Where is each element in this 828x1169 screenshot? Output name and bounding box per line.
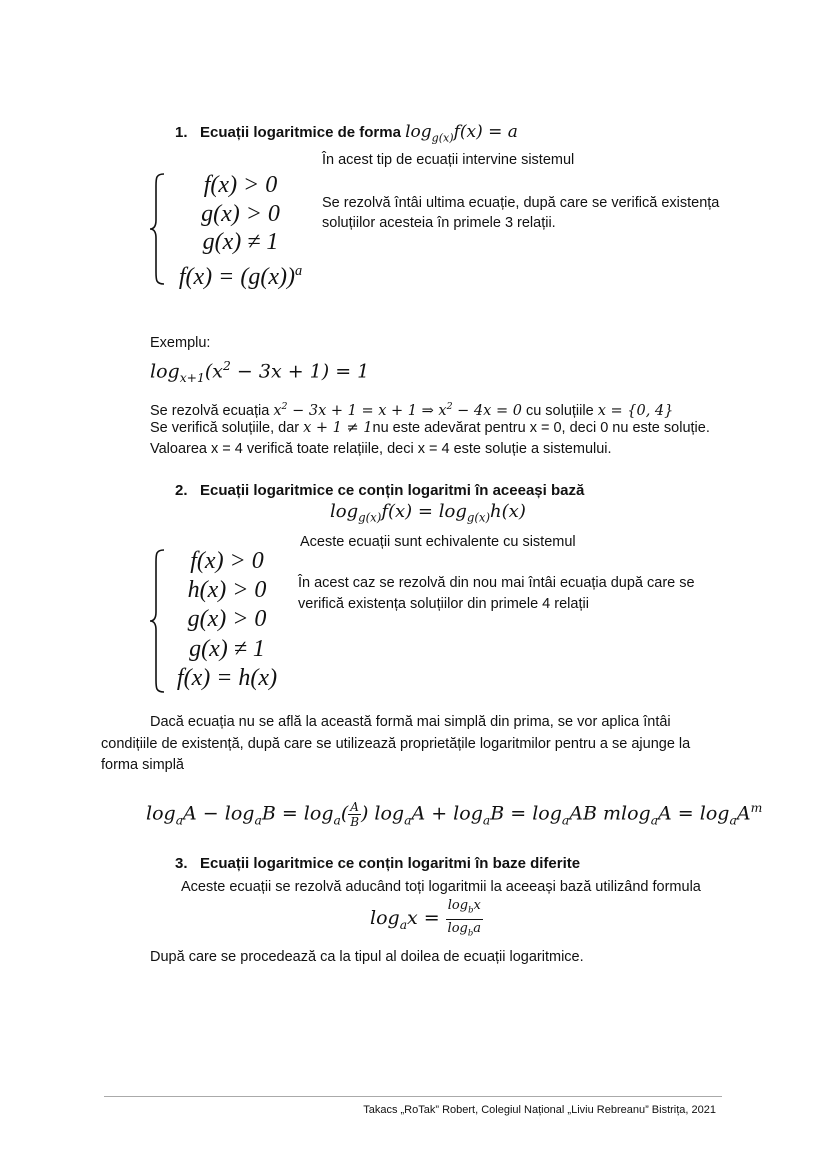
m: − 3x + 1 = x + 1 ⇒ x [287,402,447,419]
system-line: f(x) = h(x) [176,664,278,691]
system-eq: f(x) = (g(x)) [178,263,295,290]
text: Se rezolvă ecuația [150,402,274,419]
section-number: 2. [175,482,188,499]
math-log: log [453,802,483,825]
m: B = [261,802,304,825]
m: A + [411,802,454,825]
math-log: log [146,802,176,825]
math-base: g(x) [466,510,491,525]
system-line: g(x) > 0 [187,606,267,633]
footer-text: Takacs „RoTak” Robert, Colegiul Național „Liviu Rebreanu” Bistrița, 2021 [363,1104,716,1116]
example-line2 [150,419,710,437]
math-base: a [254,813,262,828]
math-log: log [374,802,405,825]
section1-system [168,171,313,291]
math-part: − 3x + 1) = 1 [230,360,370,383]
m: A = [658,802,700,825]
m: ) [360,802,375,825]
heading-text: Ecuații logaritmice ce conțin logaritmi în aceeași bază [200,482,585,499]
math-base: a [729,813,737,828]
math-base: b [468,904,474,915]
math-log: log [699,802,730,825]
section3-heading [175,855,580,872]
section3-intro: Aceste ecuații se rezolvă aducând toți logaritmii la aceeași bază utilizând formula [181,879,701,895]
heading-math [405,122,518,145]
math-base: x+1 [179,371,205,386]
math-base: a [650,813,659,828]
math: x = {0, 4} [597,402,674,419]
math-log: log [330,501,359,522]
explain-line: În acest caz se rezolvă din nou mai întâi ecuația după care se [298,575,695,591]
system-exp: a [294,262,303,279]
math: x + 1 ≠ 1 [303,420,373,436]
m: − 4x = 0 [452,402,522,419]
paragraph-line: condițiile de existență, după care se utilizează proprietățile logaritmilor pentru a se ajunge la [101,736,691,752]
math-base: a [482,813,491,828]
m: ( [340,802,349,825]
math-arg: f(x) = [381,501,439,522]
system-line: g(x) > 0 [201,200,280,227]
system-line [168,257,313,292]
math-rest: f(x) = a [453,122,518,142]
math-log: log [621,802,651,825]
m: A − [183,802,225,825]
explain-line: soluțiilor acesteia în primele 3 relații. [322,215,556,231]
heading-text: Ecuații logaritmice ce conțin logaritmi în baze diferite [200,855,581,872]
math-base: a [333,813,341,828]
paragraph-line: forma simplă [101,757,184,773]
math-base: b [467,927,474,938]
explain-line: Se rezolvă întâi ultima ecuație, după care se verifică existența [322,195,720,211]
section2-formula [330,501,526,525]
text: nu este adevărat pentru x = 0, deci 0 nu este soluție. [372,420,710,436]
system-line: g(x) ≠ 1 [202,229,279,255]
fraction [446,897,483,941]
m: a [473,920,482,936]
heading-text: Ecuații logaritmice de forma [200,124,401,141]
m: m [602,802,621,825]
section3-after: După care se procedează ca la tipul al doilea de ecuații logaritmice. [150,949,584,965]
log-properties-formula [146,800,762,829]
numerator: A [350,800,359,814]
example-equation [150,359,369,385]
change-of-base-formula [370,897,483,941]
math-log: log [405,122,432,142]
exp: 2 [446,401,453,412]
m: x [473,898,481,913]
math-log: log [532,802,562,825]
math-base: a [175,813,184,828]
explain-line: verifică existența soluțiilor din primele 4 relații [298,596,589,612]
section2-system [168,547,286,693]
system-line: f(x) > 0 [190,548,264,574]
system-line: g(x) ≠ 1 [189,635,265,662]
brace-icon [148,172,166,286]
m: AB [569,802,603,825]
math-base: a [561,813,570,828]
math-base: a [399,917,408,932]
text: Se verifică soluțiile, dar [150,420,304,436]
math-base: g(x) [431,131,454,145]
math-log: log [447,898,469,913]
denominator [448,920,481,942]
system-line: f(x) > 0 [203,172,278,198]
math-log: log [370,907,400,930]
math-log: log [447,920,468,936]
math-exp: m [750,801,763,816]
example-label: Exemplu: [150,335,211,351]
math-base: a [404,813,412,828]
section-number: 3. [175,855,188,872]
example-line3: Valoarea x = 4 verifică toate relațiile, deci x = 4 este soluție a sistemului. [150,441,612,457]
math-log: log [303,802,334,825]
fraction [348,800,361,829]
math-arg: h(x) [490,501,526,522]
text: cu soluțiile [521,402,598,419]
denominator: B [350,815,360,829]
m: x = [407,907,446,930]
brace-icon [148,548,166,694]
math [273,403,522,419]
m: B = [490,802,533,825]
numerator [446,897,483,920]
math-log: log [150,360,180,383]
math-base: g(x) [358,510,382,525]
section-number: 1. [175,124,188,141]
section2-heading [175,482,584,499]
section2-intro: Aceste ecuații sunt echivalente cu sistemul [300,534,576,550]
math-log: log [224,802,255,825]
section2-explain [298,573,695,615]
exp: 2 [281,401,288,412]
section1-explain [322,193,719,233]
example-line1 [150,398,673,420]
m: x [273,402,282,419]
math-log: log [438,501,467,522]
m: A [736,802,751,825]
paragraph-line: Dacă ecuația nu se află la această formă mai simplă din prima, se vor aplica întâi [150,714,671,730]
system-line: h(x) > 0 [187,577,267,604]
section1-heading [175,122,518,144]
math-part: (x [204,360,223,383]
section1-intro: În acest tip de ecuații intervine sistemul [322,152,575,168]
footer-divider [104,1096,722,1097]
math-exp: 2 [223,359,231,373]
